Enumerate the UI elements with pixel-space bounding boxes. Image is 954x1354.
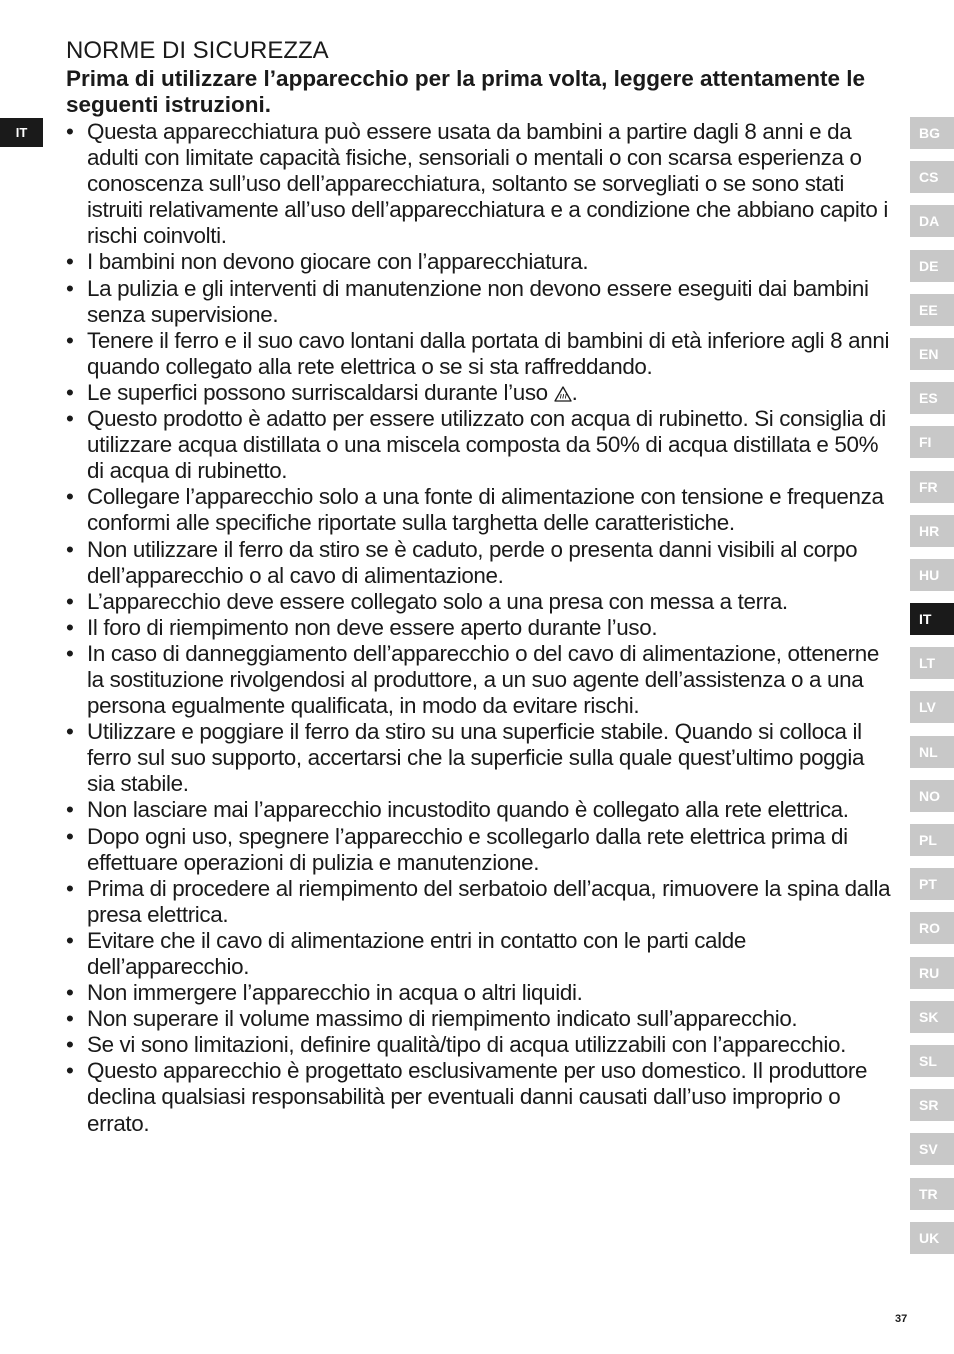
safety-rules-list — [66, 119, 896, 1137]
list-item: • Dopo ogni uso, spegnere l’apparecchio e scollegarlo dalla rete elettrica prima di effettuare operazioni di pulizia e manutenzione. — [66, 824, 896, 876]
lang-tab-pl[interactable]: PL — [910, 824, 954, 856]
lang-tab-fi[interactable]: FI — [910, 426, 954, 458]
lang-tab-uk[interactable]: UK — [910, 1222, 954, 1254]
list-item: • Non lasciare mai l’apparecchio incustodito quando è collegato alla rete elettrica. — [66, 797, 896, 823]
lang-tab-lt[interactable]: LT — [910, 647, 954, 679]
list-item: • Questa apparecchiatura può essere usata da bambini a partire dagli 8 anni e da adulti con limitate capacità fisiche, sensoriali o mentali o con scarsa esperienza o conoscenza sull’uso dell’apparecchiatura, soltanto se sorvegliati o se sono stati istruiti relativamente all’uso dell’apparecchiatura e a condizione che abbiano capito i rischi coinvolti. — [66, 119, 896, 249]
lang-tab-tr[interactable]: TR — [910, 1178, 954, 1210]
page-number: 37 — [895, 1313, 908, 1325]
language-tabs — [910, 117, 954, 1266]
list-item: • In caso di danneggiamento dell’apparecchio o del cavo di alimentazione, ottenerne la sostituzione rivolgendosi al produttore, a un suo agente dell’assistenza o a una persona egualmente qualificata, in modo da evitare rischi. — [66, 641, 896, 719]
list-item: • Evitare che il cavo di alimentazione entri in contatto con le parti calde dell’apparecchio. — [66, 928, 896, 980]
lang-tab-de[interactable]: DE — [910, 250, 954, 282]
lang-tab-cs[interactable]: CS — [910, 161, 954, 193]
page-title: NORME DI SICUREZZA — [66, 37, 329, 64]
list-item: • Tenere il ferro e il suo cavo lontani dalla portata di bambini di età inferiore agli 8 anni quando collegato alla rete elettrica o se si sta raffreddando. — [66, 328, 896, 380]
list-item: • Collegare l’apparecchio solo a una fonte di alimentazione con tensione e frequenza conformi alle specifiche riportate sulla targhetta delle caratteristiche. — [66, 484, 896, 536]
list-item: • Non immergere l’apparecchio in acqua o altri liquidi. — [66, 980, 896, 1006]
lang-tab-ro[interactable]: RO — [910, 912, 954, 944]
lang-tab-sl[interactable]: SL — [910, 1045, 954, 1077]
lang-tab-it[interactable]: IT — [910, 603, 954, 635]
safety-section — [66, 36, 896, 1137]
language-side-tab: IT — [0, 118, 43, 147]
list-item: • Se vi sono limitazioni, definire qualità/tipo di acqua utilizzabili con l’apparecchio. — [66, 1032, 896, 1058]
intro-instruction: Prima di utilizzare l’apparecchio per la prima volta, leggere attentamente le seguenti istruzioni. — [66, 66, 866, 117]
list-item: • Il foro di riempimento non deve essere aperto durante l’uso. — [66, 615, 896, 641]
lang-tab-da[interactable]: DA — [910, 205, 954, 237]
lang-tab-sk[interactable]: SK — [910, 1001, 954, 1033]
lang-tab-sv[interactable]: SV — [910, 1133, 954, 1165]
list-item: • Questo prodotto è adatto per essere utilizzato con acqua di rubinetto. Si consiglia di utilizzare acqua distillata o una miscela composta da 50% di acqua distillata e 50% di acqua di rubinetto. — [66, 406, 896, 484]
lang-tab-bg[interactable]: BG — [910, 117, 954, 149]
lang-tab-ru[interactable]: RU — [910, 957, 954, 989]
list-item: • Non superare il volume massimo di riempimento indicato sull’apparecchio. — [66, 1006, 896, 1032]
lang-tab-lv[interactable]: LV — [910, 691, 954, 723]
lang-tab-es[interactable]: ES — [910, 382, 954, 414]
list-item: • Questo apparecchio è progettato esclusivamente per uso domestico. Il produttore declina qualsiasi responsabilità per eventuali danni causati dall’uso improprio o errato. — [66, 1058, 896, 1136]
lang-tab-sr[interactable]: SR — [910, 1089, 954, 1121]
lang-tab-nl[interactable]: NL — [910, 736, 954, 768]
lang-tab-no[interactable]: NO — [910, 780, 954, 812]
lang-tab-fr[interactable]: FR — [910, 471, 954, 503]
list-item: • Utilizzare e poggiare il ferro da stiro su una superficie stabile. Quando si colloca il ferro sul suo supporto, accertarsi che la superficie sulla quale quest’ultimo poggia sia stabile. — [66, 719, 896, 797]
list-item: • Non utilizzare il ferro da stiro se è caduto, perde o presenta danni visibili al corpo dell’apparecchio o al cavo di alimentazione. — [66, 537, 896, 589]
list-item: • La pulizia e gli interventi di manutenzione non devono essere eseguiti dai bambini senza supervisione. — [66, 276, 896, 328]
list-item: • L’apparecchio deve essere collegato solo a una presa con messa a terra. — [66, 589, 896, 615]
lang-tab-hr[interactable]: HR — [910, 515, 954, 547]
list-item: • Le superfici possono surriscaldarsi durante l’uso . — [66, 380, 896, 406]
lang-tab-pt[interactable]: PT — [910, 868, 954, 900]
lang-tab-en[interactable]: EN — [910, 338, 954, 370]
list-item: • I bambini non devono giocare con l’apparecchiatura. — [66, 249, 896, 275]
lang-tab-hu[interactable]: HU — [910, 559, 954, 591]
lang-tab-ee[interactable]: EE — [910, 294, 954, 326]
hot-surface-warning-icon — [554, 386, 572, 402]
list-item: • Prima di procedere al riempimento del serbatoio dell’acqua, rimuovere la spina dalla presa elettrica. — [66, 876, 896, 928]
